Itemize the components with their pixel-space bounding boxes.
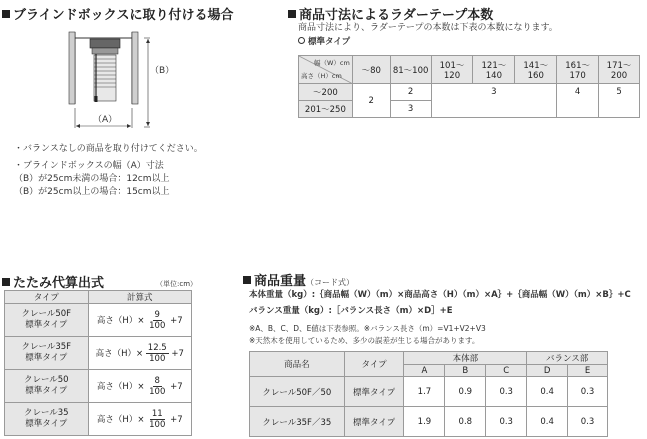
fold-row-type: クレール50F 標準タイプ <box>5 304 89 337</box>
square-bullet-icon <box>2 10 10 18</box>
weight-col-type: タイプ <box>344 352 404 377</box>
fold-title: たたみ代算出式 <box>2 272 104 291</box>
weight-col-name: 商品名 <box>250 352 345 377</box>
ladder-col-header: 81～100 <box>390 56 431 84</box>
weight-letter-header: C <box>486 365 527 377</box>
fraction: $\frac{12.5}{100}$ <box>147 342 167 364</box>
weight-cell: 0.3 <box>568 407 608 437</box>
blind-box-title: ブラインドボックスに取り付ける場合 <box>2 4 233 23</box>
ladder-cell: 2 <box>390 84 431 101</box>
ladder-col-header: 171～200 <box>599 56 640 84</box>
weight-row-name: クレール35F／35 <box>250 407 345 437</box>
weight-letter-header: A <box>404 365 445 377</box>
square-bullet-icon <box>288 10 296 18</box>
fold-row-formula: 高さ（H）× $\frac{11}{100}$ +7 <box>88 403 191 436</box>
blind-box-note-1: ・バランスなしの商品を取り付けてください。 <box>14 144 203 154</box>
weight-letter-header: D <box>527 365 568 377</box>
ladder-title: 商品寸法によるラダーテープ本数 <box>288 4 493 23</box>
weight-cell: 0.9 <box>445 377 486 407</box>
blind-box-note-4: （B）が25cm以上の場合：15cm以上 <box>14 187 170 197</box>
fold-row-type: クレール50 標準タイプ <box>5 370 89 403</box>
ladder-row-header: 201～250 <box>299 101 353 118</box>
weight-row-type: 標準タイプ <box>344 407 404 437</box>
ladder-corner-height: 高さ（H）cm <box>301 72 342 80</box>
weight-cell: 0.4 <box>527 377 568 407</box>
fraction: $\frac{8}{100}$ <box>149 375 166 397</box>
fold-row-type: クレール35F 標準タイプ <box>5 337 89 370</box>
blind-box-note-2: ・ブラインドボックスの幅（A）寸法 <box>14 161 164 171</box>
weight-cell: 0.3 <box>486 407 527 437</box>
ladder-col-header: ～80 <box>352 56 390 84</box>
fraction: $\frac{9}{100}$ <box>149 309 166 331</box>
weight-row-type: 標準タイプ <box>344 377 404 407</box>
dimension-a-label: （A） <box>93 115 118 125</box>
ladder-cell: 2 <box>352 84 390 118</box>
weight-cell: 1.7 <box>404 377 445 407</box>
fold-col-type: タイプ <box>5 291 89 304</box>
weight-cell: 1.9 <box>404 407 445 437</box>
ladder-corner-width: 幅（W）cm <box>313 59 350 67</box>
fold-unit: （単位:cm） <box>156 280 198 288</box>
weight-group-balance: バランス部 <box>527 352 608 365</box>
circle-bullet-icon <box>298 37 305 44</box>
weight-letter-header: B <box>445 365 486 377</box>
ladder-cell: 3 <box>390 101 431 118</box>
weight-letter-header: E <box>568 365 608 377</box>
square-bullet-icon <box>243 276 251 284</box>
ladder-cell: 3 <box>431 84 557 118</box>
weight-group-body: 本体部 <box>404 352 527 365</box>
fold-row-type: クレール35 標準タイプ <box>5 403 89 436</box>
ladder-cell: 5 <box>599 84 640 118</box>
ladder-subtitle: 標準タイプ <box>298 36 350 49</box>
ladder-col-header: 141～160 <box>515 56 557 84</box>
ladder-col-header: 161～170 <box>557 56 599 84</box>
ladder-corner-cell <box>299 56 353 84</box>
weight-formula-body: 本体重量（kg）:｛商品幅（W）（m）×商品高さ（H）（m）×A｝+｛商品幅（W）（m）×B｝+C <box>249 290 631 300</box>
ladder-cell: 4 <box>557 84 599 118</box>
dimension-b-label: （B） <box>150 66 175 76</box>
fold-row-formula: 高さ（H）× $\frac{8}{100}$ +7 <box>88 370 191 403</box>
weight-formula-balance: バランス重量（kg）:［バランス長さ（m）×D］+E <box>249 306 453 316</box>
square-bullet-icon <box>2 278 10 286</box>
weight-title: 商品重量（コード式） <box>243 270 354 289</box>
fold-row-formula: 高さ（H）× $\frac{12.5}{100}$ +7 <box>88 337 191 370</box>
ladder-table <box>298 55 640 118</box>
ladder-description: 商品寸法により、ラダーテープの本数は下表の本数になります。 <box>298 23 558 33</box>
fold-col-formula: 計算式 <box>88 291 191 304</box>
ladder-row-header: ～200 <box>299 84 353 101</box>
weight-cell: 0.3 <box>486 377 527 407</box>
weight-table <box>249 351 608 437</box>
ladder-col-header: 101～120 <box>431 56 473 84</box>
weight-cell: 0.3 <box>568 377 608 407</box>
fold-row-formula: 高さ（H）× $\frac{9}{100}$ +7 <box>88 304 191 337</box>
ladder-col-header: 121～140 <box>473 56 515 84</box>
weight-note-2: ※天然木を使用しているため、多少の誤差が生じる場合があります。 <box>249 336 480 345</box>
weight-row-name: クレール50F／50 <box>250 377 345 407</box>
weight-title-suffix: （コード式） <box>306 278 355 287</box>
weight-cell: 0.4 <box>527 407 568 437</box>
fold-table <box>4 290 192 436</box>
blind-box-note-3: （B）が25cm未満の場合：12cm以上 <box>14 174 170 184</box>
weight-cell: 0.8 <box>445 407 486 437</box>
weight-note-1: ※A、B、C、D、E値は下表参照。※バランス長さ（m）=V1+V2+V3 <box>249 324 486 333</box>
fraction: $\frac{11}{100}$ <box>149 408 166 430</box>
